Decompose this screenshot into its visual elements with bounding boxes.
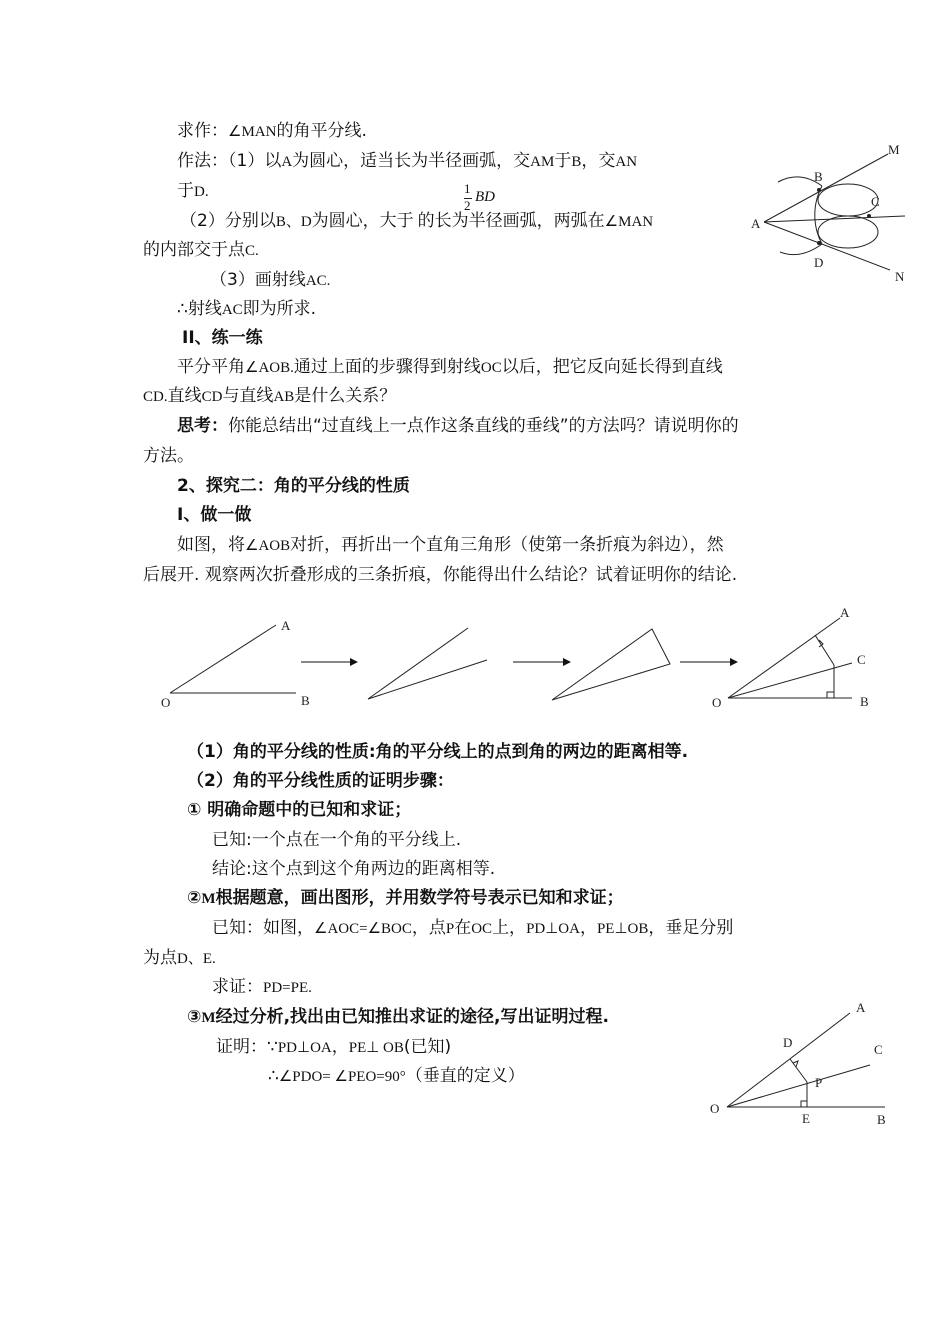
task-line: 求作：∠MAN的角平分线.	[177, 121, 367, 141]
fold4-perp-a	[815, 635, 834, 665]
proof-step-2: ②M根据题意，画出图形，并用数学符号表示已知和求证；	[187, 888, 624, 908]
given-continued: 为点D、E.	[143, 948, 216, 968]
arc-bottom	[780, 244, 822, 255]
practice-text-1: 平分平角∠AOB.通过上面的步骤得到射线OC以后，把它反向延长得到直线	[177, 357, 723, 377]
proof-label-c: C	[874, 1042, 883, 1057]
fold2-side-2	[368, 660, 487, 699]
section2-heading: 2、探究二：角的平分线的性质	[177, 476, 410, 496]
step2-continued: 的内部交于点C.	[143, 240, 259, 260]
known-line: 已知:一个点在一个角的平分线上.	[212, 830, 462, 850]
therefore-line: ∴射线AC即为所求.	[177, 299, 317, 319]
proof-label-d: D	[783, 1035, 793, 1050]
practice-text-2: CD.直线CD与直线AB是什么关系？	[143, 386, 397, 406]
fold2-side-1	[368, 628, 468, 699]
arc-from-d	[818, 216, 878, 248]
think-line: 思考：你能总结出“过直线上一点作这条直线的垂线”的方法吗？请说明你的	[177, 416, 739, 436]
proof-line-2: ∴∠PDO= ∠PEO=90°（垂直的定义）	[268, 1066, 525, 1086]
folding-sequence-figure	[150, 600, 890, 720]
right-angle-e	[801, 1101, 807, 1107]
fold1-label-a: A	[281, 618, 291, 633]
given-line: 已知：如图，∠AOC=∠BOC，点P在OC上，PD⊥OA，PE⊥OB，垂足分别	[212, 918, 734, 938]
step3-line: （3）画射线AC.	[210, 270, 331, 290]
practice-heading: II、练一练	[182, 328, 263, 348]
fold4-side-oa	[728, 618, 840, 698]
fold3-triangle	[552, 629, 670, 700]
fold4-label-c: C	[857, 652, 866, 667]
proof-line-1: 证明：∵PD⊥OA，PE⊥ OB(已知)	[216, 1037, 452, 1057]
method-line: 作法：（1）以A为圆心，适当长为半径画弧，交AM于B，交AN	[177, 151, 638, 171]
step2-line: （2）分别以B、D为圆心，大于 的长为半径画弧，两弧在∠MAN	[180, 211, 654, 231]
think-continued: 方法。	[143, 446, 194, 466]
conclusion-line: 结论:这个点到这个角两边的距离相等.	[212, 859, 496, 879]
fold4-right-angle-b	[827, 692, 834, 698]
point-d-dot	[817, 241, 821, 245]
point-b-dot	[817, 188, 821, 192]
label-b: B	[814, 169, 823, 184]
fold1-label-o: O	[161, 695, 171, 710]
prove-line: 求证：PD=PE.	[212, 977, 312, 997]
proof-label-e: E	[802, 1111, 810, 1126]
fold4-bisector	[728, 663, 852, 698]
bisector-construction-figure	[740, 140, 920, 290]
fold4-label-b: B	[860, 694, 869, 709]
proof-step-3: ③M经过分析,找出由已知推出求证的途径,写出证明过程.	[187, 1007, 609, 1027]
label-n: N	[895, 269, 905, 284]
label-m: M	[888, 142, 900, 157]
proof-steps-heading: （2）角的平分线性质的证明步骤：	[187, 771, 454, 791]
point-c-dot	[867, 214, 871, 218]
proof-figure	[700, 995, 900, 1135]
method-continued: 于D.	[177, 181, 209, 201]
proof-label-b: B	[877, 1112, 886, 1127]
ray-am	[764, 154, 888, 222]
label-c: C	[871, 194, 880, 209]
ray-an	[764, 222, 890, 270]
fold-text-2: 后展开. 观察两次折叠形成的三条折痕，你能得出什么结论？试着证明你的结论.	[143, 565, 738, 585]
fold4-label-a: A	[840, 605, 850, 620]
fold4-label-o: O	[712, 695, 722, 710]
segment-pd	[790, 1059, 807, 1082]
fold1-side-oa	[170, 625, 276, 693]
property-statement: （1）角的平分线的性质:角的平分线上的点到角的两边的距离相等.	[187, 742, 689, 762]
proof-label-p: P	[815, 1075, 823, 1090]
label-a: A	[751, 216, 761, 231]
proof-label-o: O	[710, 1101, 720, 1116]
proof-side-oa	[727, 1013, 850, 1107]
fold1-label-b: B	[301, 693, 310, 708]
section2-subheading: I、做一做	[177, 505, 252, 525]
proof-label-a: A	[856, 1000, 866, 1015]
ray-ac	[764, 216, 905, 222]
proof-step-1: ① 明确命题中的已知和求证；	[187, 800, 412, 820]
label-d: D	[814, 255, 824, 270]
fold-text-1: 如图，将∠AOB对折，再折出一个直角三角形（使第一条折痕为斜边），然	[177, 535, 724, 555]
arc-from-b	[818, 184, 878, 216]
